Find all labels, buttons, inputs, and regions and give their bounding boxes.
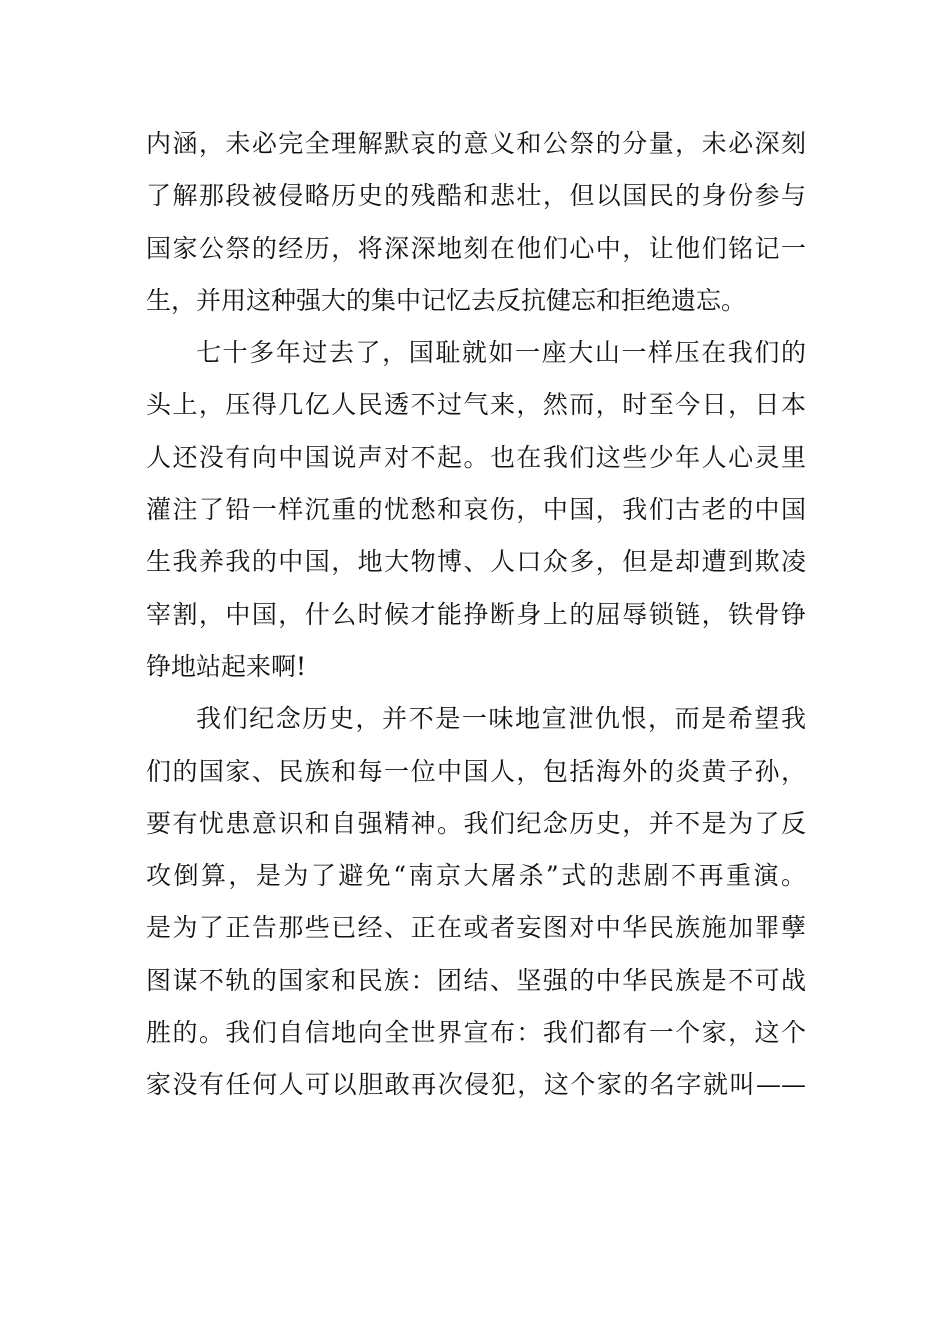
text-line: 铮地站起来啊! (146, 651, 307, 681)
paragraph-3 (146, 693, 806, 1111)
text-line: 我们纪念历史，并不是一味地宣泄仇恨，而是希望我 (196, 704, 806, 734)
text-line: 家没有任何人可以胆敢再次侵犯，这个家的名字就叫—— (146, 1070, 806, 1100)
text-line: 生，并用这种强大的集中记忆去反抗健忘和拒绝遗忘。 (146, 285, 747, 315)
text-line: 头上，压得几亿人民透不过气来，然而，时至今日，日本 (146, 390, 806, 420)
text-line: 图谋不轨的国家和民族：团结、坚强的中华民族是不可战 (146, 965, 806, 995)
paragraph-2 (146, 327, 806, 693)
text-line: 生我养我的中国，地大物博、人口众多，但是却遭到欺凌 (146, 547, 806, 577)
body-text (146, 118, 806, 1112)
text-line: 攻倒算，是为了避免“南京大屠杀”式的悲剧不再重演。 (146, 861, 806, 891)
text-line: 国家公祭的经历，将深深地刻在他们心中，让他们铭记一 (146, 233, 806, 263)
text-line: 胜的。我们自信地向全世界宣布：我们都有一个家，这个 (146, 1018, 806, 1048)
text-line: 是为了正告那些已经、正在或者妄图对中华民族施加罪孽 (146, 913, 806, 943)
text-line: 人还没有向中国说声对不起。也在我们这些少年人心灵里 (146, 442, 806, 472)
text-line: 内涵，未必完全理解默哀的意义和公祭的分量，未必深刻 (146, 129, 806, 158)
paragraph-1 (146, 118, 806, 327)
text-line: 宰割，中国，什么时候才能挣断身上的屈辱锁链，铁骨铮 (146, 599, 806, 629)
text-line: 们的国家、民族和每一位中国人，包括海外的炎黄子孙， (146, 756, 806, 786)
text-line: 了解那段被侵略历史的残酷和悲壮，但以国民的身份参与 (146, 181, 806, 211)
text-line: 灌注了铅一样沉重的忧愁和哀伤，中国，我们古老的中国 (146, 495, 806, 525)
text-line: 要有忧患意识和自强精神。我们纪念历史，并不是为了反 (146, 808, 806, 838)
text-line: 七十多年过去了，国耻就如一座大山一样压在我们的 (196, 338, 806, 368)
